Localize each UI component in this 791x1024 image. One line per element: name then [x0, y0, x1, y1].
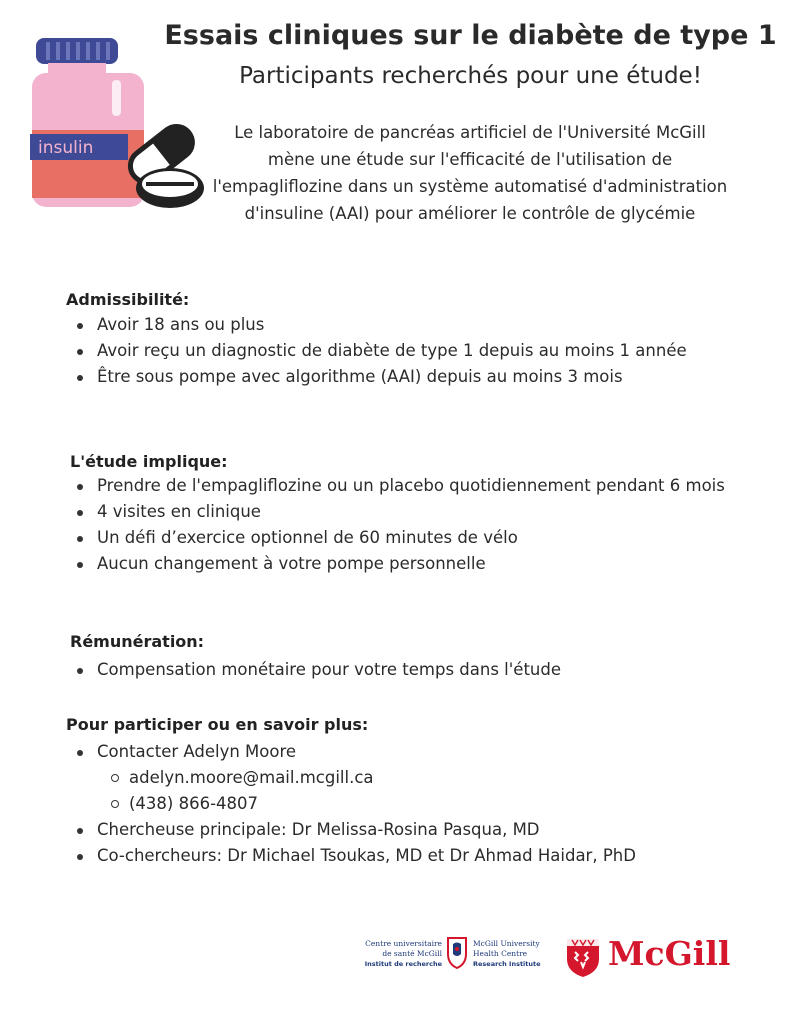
bottle-label-text: insulin [38, 138, 94, 158]
muhc-fr-line: Institut de recherche [364, 960, 442, 968]
list-item: Aucun changement à votre pompe personnelle [72, 551, 752, 577]
muhc-shield-icon [446, 936, 468, 970]
list-item: Avoir reçu un diagnostic de diabète de type 1 depuis au moins 1 année [72, 338, 752, 364]
contact-details [97, 765, 752, 817]
compensation-list [72, 657, 752, 683]
eligibility-list [72, 312, 752, 390]
mcgill-crest-icon [566, 938, 600, 978]
muhc-en-line: McGill University [473, 939, 540, 948]
compensation-heading: Rémunération: [70, 632, 205, 651]
intro-paragraph: Le laboratoire de pancréas artificiel de l'Université McGill mène une étude sur l'efficacité de l'utilisation de l'empagliflozine dans un système automatisé d'administration d'insuline (AAI) pour améliorer le contrôle de glycémie [212, 123, 728, 223]
list-item [72, 739, 752, 817]
page-title: Essais cliniques sur le diabète de type 1 [164, 20, 777, 51]
phone-number[interactable]: (438) 866-4807 [97, 791, 752, 817]
study-list [72, 473, 752, 577]
list-item: Un défi d’exercice optionnel de 60 minutes de vélo [72, 525, 752, 551]
contact-heading: Pour participer ou en savoir plus: [66, 715, 369, 734]
contact-list [72, 739, 752, 869]
muhc-en-line: Research Institute [473, 960, 541, 968]
list-item: Prendre de l'empagliflozine ou un placebo quotidiennement pendant 6 mois [72, 473, 752, 499]
muhc-fr-line: de santé McGill [382, 949, 442, 958]
eligibility-heading: Admissibilité: [66, 290, 190, 309]
muhc-fr-line: Centre universitaire [365, 939, 442, 948]
page-subtitle: Participants recherchés pour une étude! [239, 63, 702, 89]
muhc-en-line: Health Centre [473, 949, 528, 958]
study-heading: L'étude implique: [70, 452, 228, 471]
email-link[interactable]: adelyn.moore@mail.mcgill.ca [97, 765, 752, 791]
list-item: Chercheuse principale: Dr Melissa-Rosina Pasqua, MD [72, 817, 752, 843]
list-item: Être sous pompe avec algorithme (AAI) depuis au moins 3 mois [72, 364, 752, 390]
list-item: Avoir 18 ans ou plus [72, 312, 752, 338]
list-item: Compensation monétaire pour votre temps dans l'étude [72, 657, 752, 683]
muhc-french-name [360, 939, 442, 969]
list-item: 4 visites en clinique [72, 499, 752, 525]
mcgill-wordmark: McGill [608, 934, 731, 973]
pill-tablet-icon [136, 168, 204, 208]
list-item: Co-chercheurs: Dr Michael Tsoukas, MD et Dr Ahmad Haidar, PhD [72, 843, 752, 869]
contact-person: Contacter Adelyn Moore [97, 742, 297, 761]
muhc-english-name [473, 939, 553, 969]
muhc-logo [360, 934, 550, 984]
